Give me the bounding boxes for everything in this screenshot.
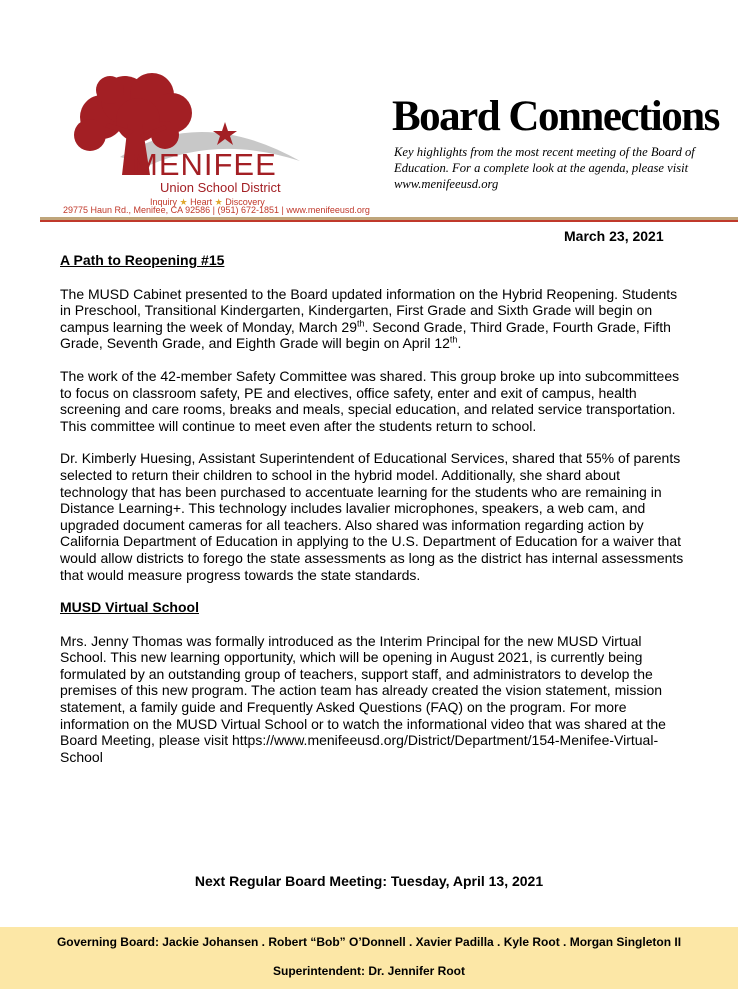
section-heading-reopening: A Path to Reopening #15 [60,252,225,268]
meeting-date: March 23, 2021 [564,228,664,244]
header-rule-red [40,220,738,222]
tagline-inquiry: Inquiry [150,197,178,207]
governing-board: Governing Board: Jackie Johansen . Robert “Bob” O’Donnell . Xavier Padilla . Kyle Root . Morgan Singleton II [56,935,682,949]
next-meeting: Next Regular Board Meeting: Tuesday, April 13, 2021 [194,873,544,889]
paragraph-safety-committee: The work of the 42-member Safety Committee was shared. This group broke up into subcommittees to focus on classroom safety, PE and electives, office safety, enter and exit of campus, health screening and care rooms, breaks and meals, special education, and related service transportation. This committee will continue to meet even after the students return to school. [60,367,680,434]
section-heading-virtual-school: MUSD Virtual School [60,599,199,616]
superintendent: Superintendent: Dr. Jennifer Root [272,964,465,978]
newsletter-subtitle: Key highlights from the most recent meeting of the Board of Education. For a complete look at the agenda, please visit www.menifeeusd.org [394,145,695,191]
tagline-star-icon: ★ [214,197,226,207]
footer-band [0,927,738,989]
tagline-star-icon: ★ [179,197,191,207]
tagline-discovery: Discovery [225,197,265,207]
logo-subtitle: Union School District [160,180,281,195]
paragraph-huesing-update: Dr. Kimberly Huesing, Assistant Superintendent of Educational Services, shared that 55% of parents selected to return their children to school in the hybrid model. Additionally, she shard about technology that has been purchased to accentuate learning for the students who are remaining in Distance Learning+. This technology includes lavalier microphones, speakers, a web cam, and upgraded document cameras for all teachers. Also shared was information regarding action by California Department of Education in applying to the U.S. Department of Education for a waiver that would allow districts to forego the state assessments as long as the district has internal assessments that would measure progress towards the state standards. [60,450,684,583]
paragraph-virtual-school: Mrs. Jenny Thomas was formally introduced as the Interim Principal for the new MUSD Virtual School. This new learning opportunity, which will be opening in August 2021, is currently being formulated by an outstanding group of teachers, support staff, and administrators to develop the premises of this new program. The action team has already created the vision statement, mission statement, a family guide and Frequently Asked Questions (FAQ) on the program. For more information on the MUSD Virtual School or to watch the informational video that was shared at the Board Meeting, please visit https://www.menifeeusd.org/District/Department/154-Menifee-Virtual-School [60,632,666,765]
paragraph-reopening-schedule: The MUSD Cabinet presented to the Board updated information on the Hybrid Reopening. Students in Preschool, Transitional Kindergarten, Kindergarten, First Grade and Sixth Grade will begin on campus learning the week of Monday, March 29th. Second Grade, Third Grade, Fourth Grade, Fifth Grade, Seventh Grade, and Eighth Grade will begin on April 12th. [60,285,678,352]
menifee-district-logo [50,65,360,215]
newsletter-body [60,252,686,781]
tagline-heart: Heart [190,197,213,207]
newsletter-title: Board Connections [392,93,719,140]
logo-name: MENIFEE [132,147,277,182]
address-line: 29775 Haun Rd., Menifee, CA 92586 | (951) 672-1851 | www.menifeeusd.org [63,205,370,215]
